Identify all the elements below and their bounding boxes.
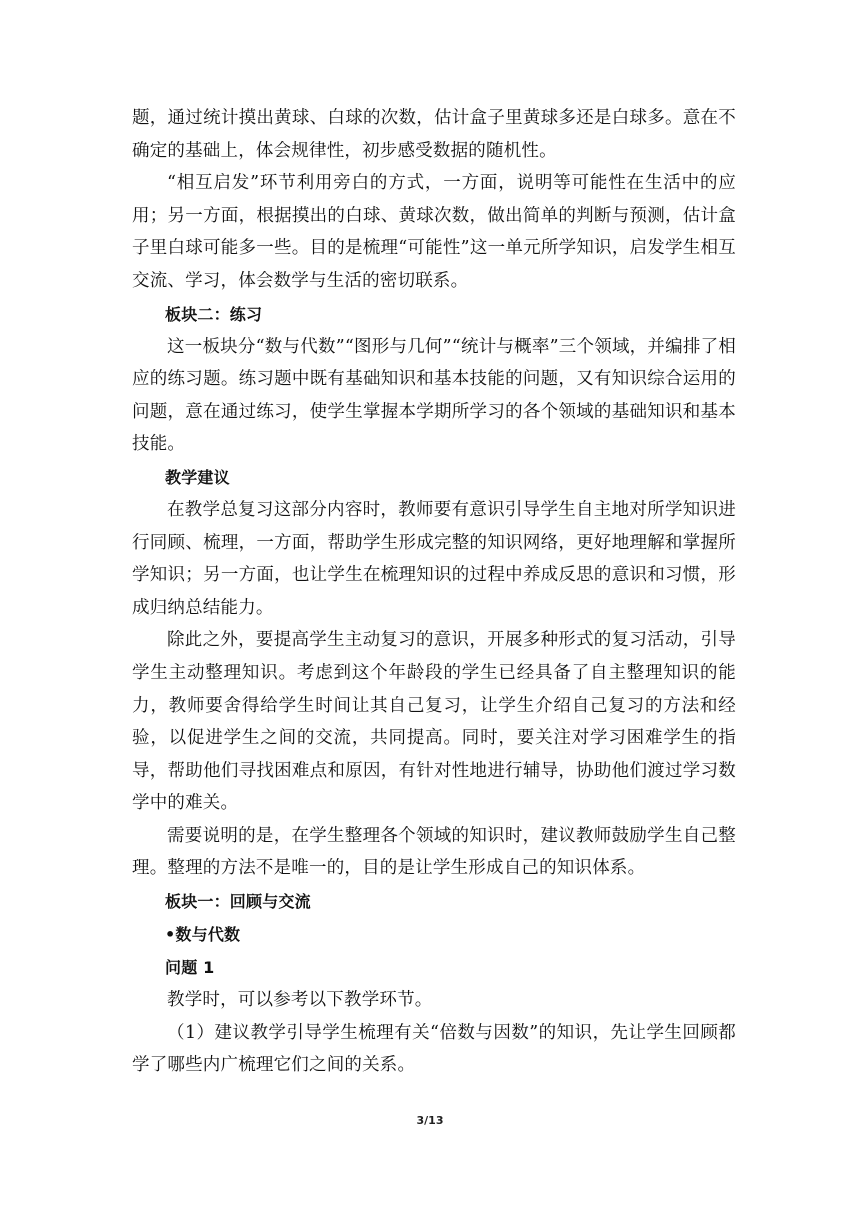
paragraph-5: 除此之外，要提高学生主动复习的意识，开展多种形式的复习活动，引导学生主动整理知识。考虑到这个年龄段的学生已经具备了自主整理知识的能力，教师要舍得给学生时间让其自己复习，让学生介绍自己复习的方法和经验，以促进学生之间的交流，共同提高。同时，要关注对学习困难学生的指导，帮助他们寻找困难点和原因，有针对性地进行辅导，协助他们渡过学习数学中的难关。 bbox=[132, 630, 736, 814]
document-body bbox=[132, 102, 736, 1082]
paragraph-6: 需要说明的是，在学生整理各个领域的知识时，建议教师鼓励学生自己整理。整理的方法不是唯一的，目的是让学生形成自己的知识体系。 bbox=[132, 825, 736, 879]
paragraph-2: “相互启发”环节利用旁白的方式，一方面，说明等可能性在生活中的应用；另一方面，根据摸出的白球、黄球次数，做出简单的判断与预测，估计盒子里白球可能多一些。目的是梳理“可能性”这一单元所学知识，启发学生相互交流、学习，体会数学与生活的密切联系。 bbox=[132, 173, 736, 291]
paragraph-7: 教学时，可以参考以下教学环节。 bbox=[167, 990, 433, 1011]
section-heading-practice: 板块二：练习 bbox=[165, 304, 263, 324]
section-heading-teaching-suggestions: 教学建议 bbox=[165, 467, 230, 487]
paragraph-8: （1）建议教学引导学生梳理有关“倍数与因数”的知识，先让学生回顾都学了哪些内广梳理它们之间的关系。 bbox=[132, 1022, 736, 1076]
subheading-number-algebra: •数与代数 bbox=[165, 925, 241, 945]
page-number: 3/13 bbox=[416, 1114, 444, 1127]
subheading-question-1: 问题 1 bbox=[165, 958, 215, 978]
section-heading-review: 板块一：回顾与交流 bbox=[165, 892, 311, 912]
paragraph-3: 这一板块分“数与代数”“图形与几何”“统计与概率”三个领域，并编排了相应的练习题。练习题中既有基础知识和基本技能的问题，又有知识综合运用的问题，意在通过练习，使学生掌握本学期所学习的各个领域的基础知识和基本技能。 bbox=[132, 336, 736, 455]
paragraph-4: 在教学总复习这部分内容时，教师要有意识引导学生自主地对所学知识进行同顾、梳理，一方面，帮助学生形成完整的知识网络，更好地理解和掌握所学知识；另一方面，也让学生在梳理知识的过程中养成反思的意识和习惯，形成归纳总结能力。 bbox=[132, 499, 736, 618]
paragraph-1: 题，通过统计摸出黄球、白球的次数，估计盒子里黄球多还是白球多。意在不确定的基础上，体会规律性，初步感受数据的随机性。 bbox=[132, 108, 736, 161]
